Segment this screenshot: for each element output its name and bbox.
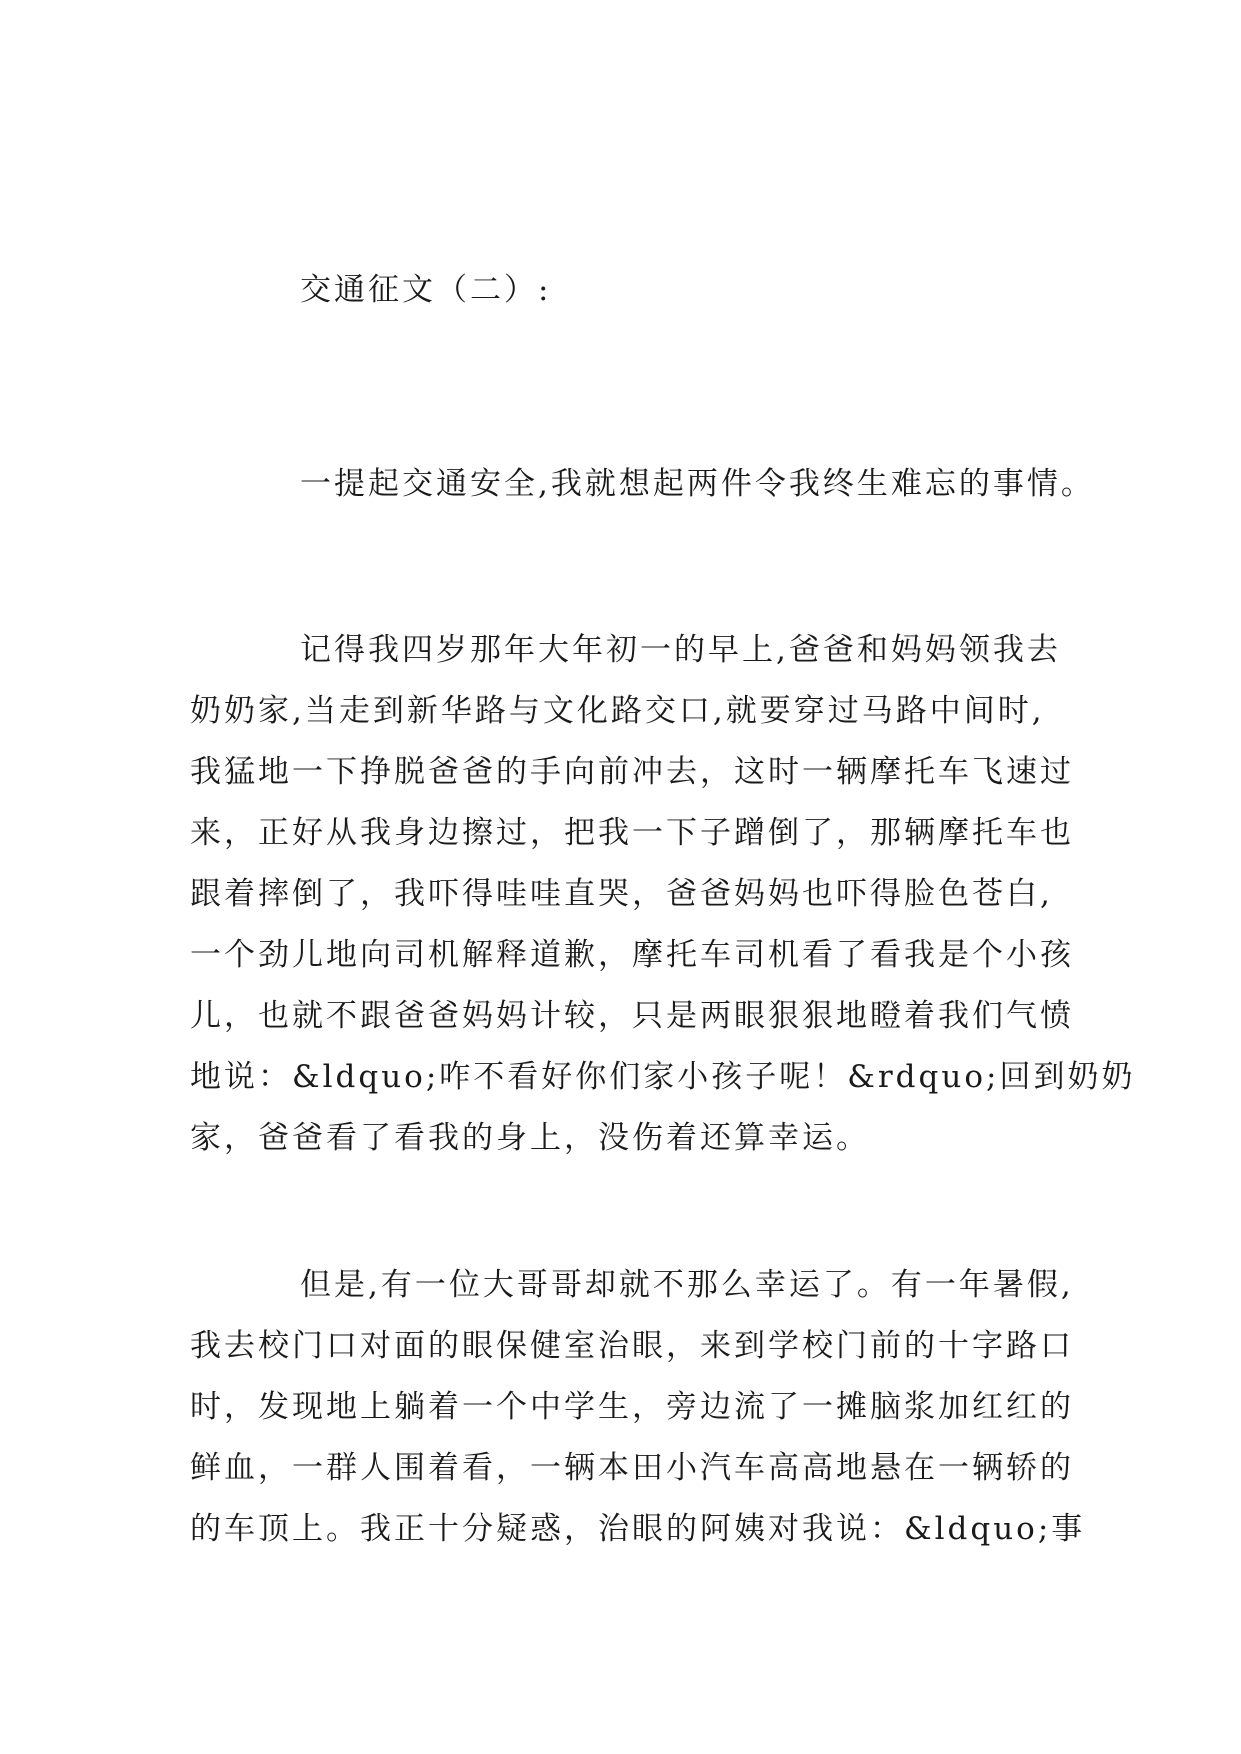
paragraph-2 xyxy=(190,620,1136,1169)
paragraph-line: 奶奶家,当走到新华路与文化路交口,就要穿过马路中间时, xyxy=(190,693,1045,729)
title-line: 交通征文（二）: xyxy=(300,272,552,308)
paragraph-line: 来，正好从我身边擦过，把我一下子蹭倒了，那辆摩托车也 xyxy=(190,815,1074,851)
paragraph-line: 鲜血，一群人围着看，一辆本田小汽车高高地悬在一辆轿的 xyxy=(190,1450,1074,1486)
paragraph-line: 跟着摔倒了，我吓得哇哇直哭，爸爸妈妈也吓得脸色苍白, xyxy=(190,876,1053,912)
paragraph-line: 一个劲儿地向司机解释道歉，摩托车司机看了看我是个小孩 xyxy=(190,937,1074,973)
paragraph-line: 但是,有一位大哥哥却就不那么幸运了。有一年暑假, xyxy=(300,1267,1074,1303)
paragraph-line: 记得我四岁那年大年初一的早上,爸爸和妈妈领我去 xyxy=(300,632,1061,668)
paragraph-line: 儿，也就不跟爸爸妈妈计较，只是两眼狠狠地瞪着我们气愤 xyxy=(190,998,1074,1034)
paragraph-line: 一提起交通安全,我就想起两件令我终生难忘的事情。 xyxy=(300,466,1095,502)
paragraph-3 xyxy=(190,1255,1086,1560)
paragraph-1 xyxy=(190,454,1095,515)
paragraph-line: 我猛地一下挣脱爸爸的手向前冲去，这时一辆摩托车飞速过 xyxy=(190,754,1074,790)
paragraph-line: 时，发现地上躺着一个中学生，旁边流了一摊脑浆加红红的 xyxy=(190,1389,1074,1425)
document-title xyxy=(190,260,1060,321)
paragraph-line: 我去校门口对面的眼保健室治眼，来到学校门前的十字路口 xyxy=(190,1328,1074,1364)
paragraph-line: 家，爸爸看了看我的身上，没伤着还算幸运。 xyxy=(190,1120,870,1156)
paragraph-line: 地说：&ldquo;咋不看好你们家小孩子呢！&rdquo;回到奶奶 xyxy=(190,1059,1136,1095)
paragraph-line: 的车顶上。我正十分疑惑，治眼的阿姨对我说：&ldquo;事 xyxy=(190,1511,1086,1547)
